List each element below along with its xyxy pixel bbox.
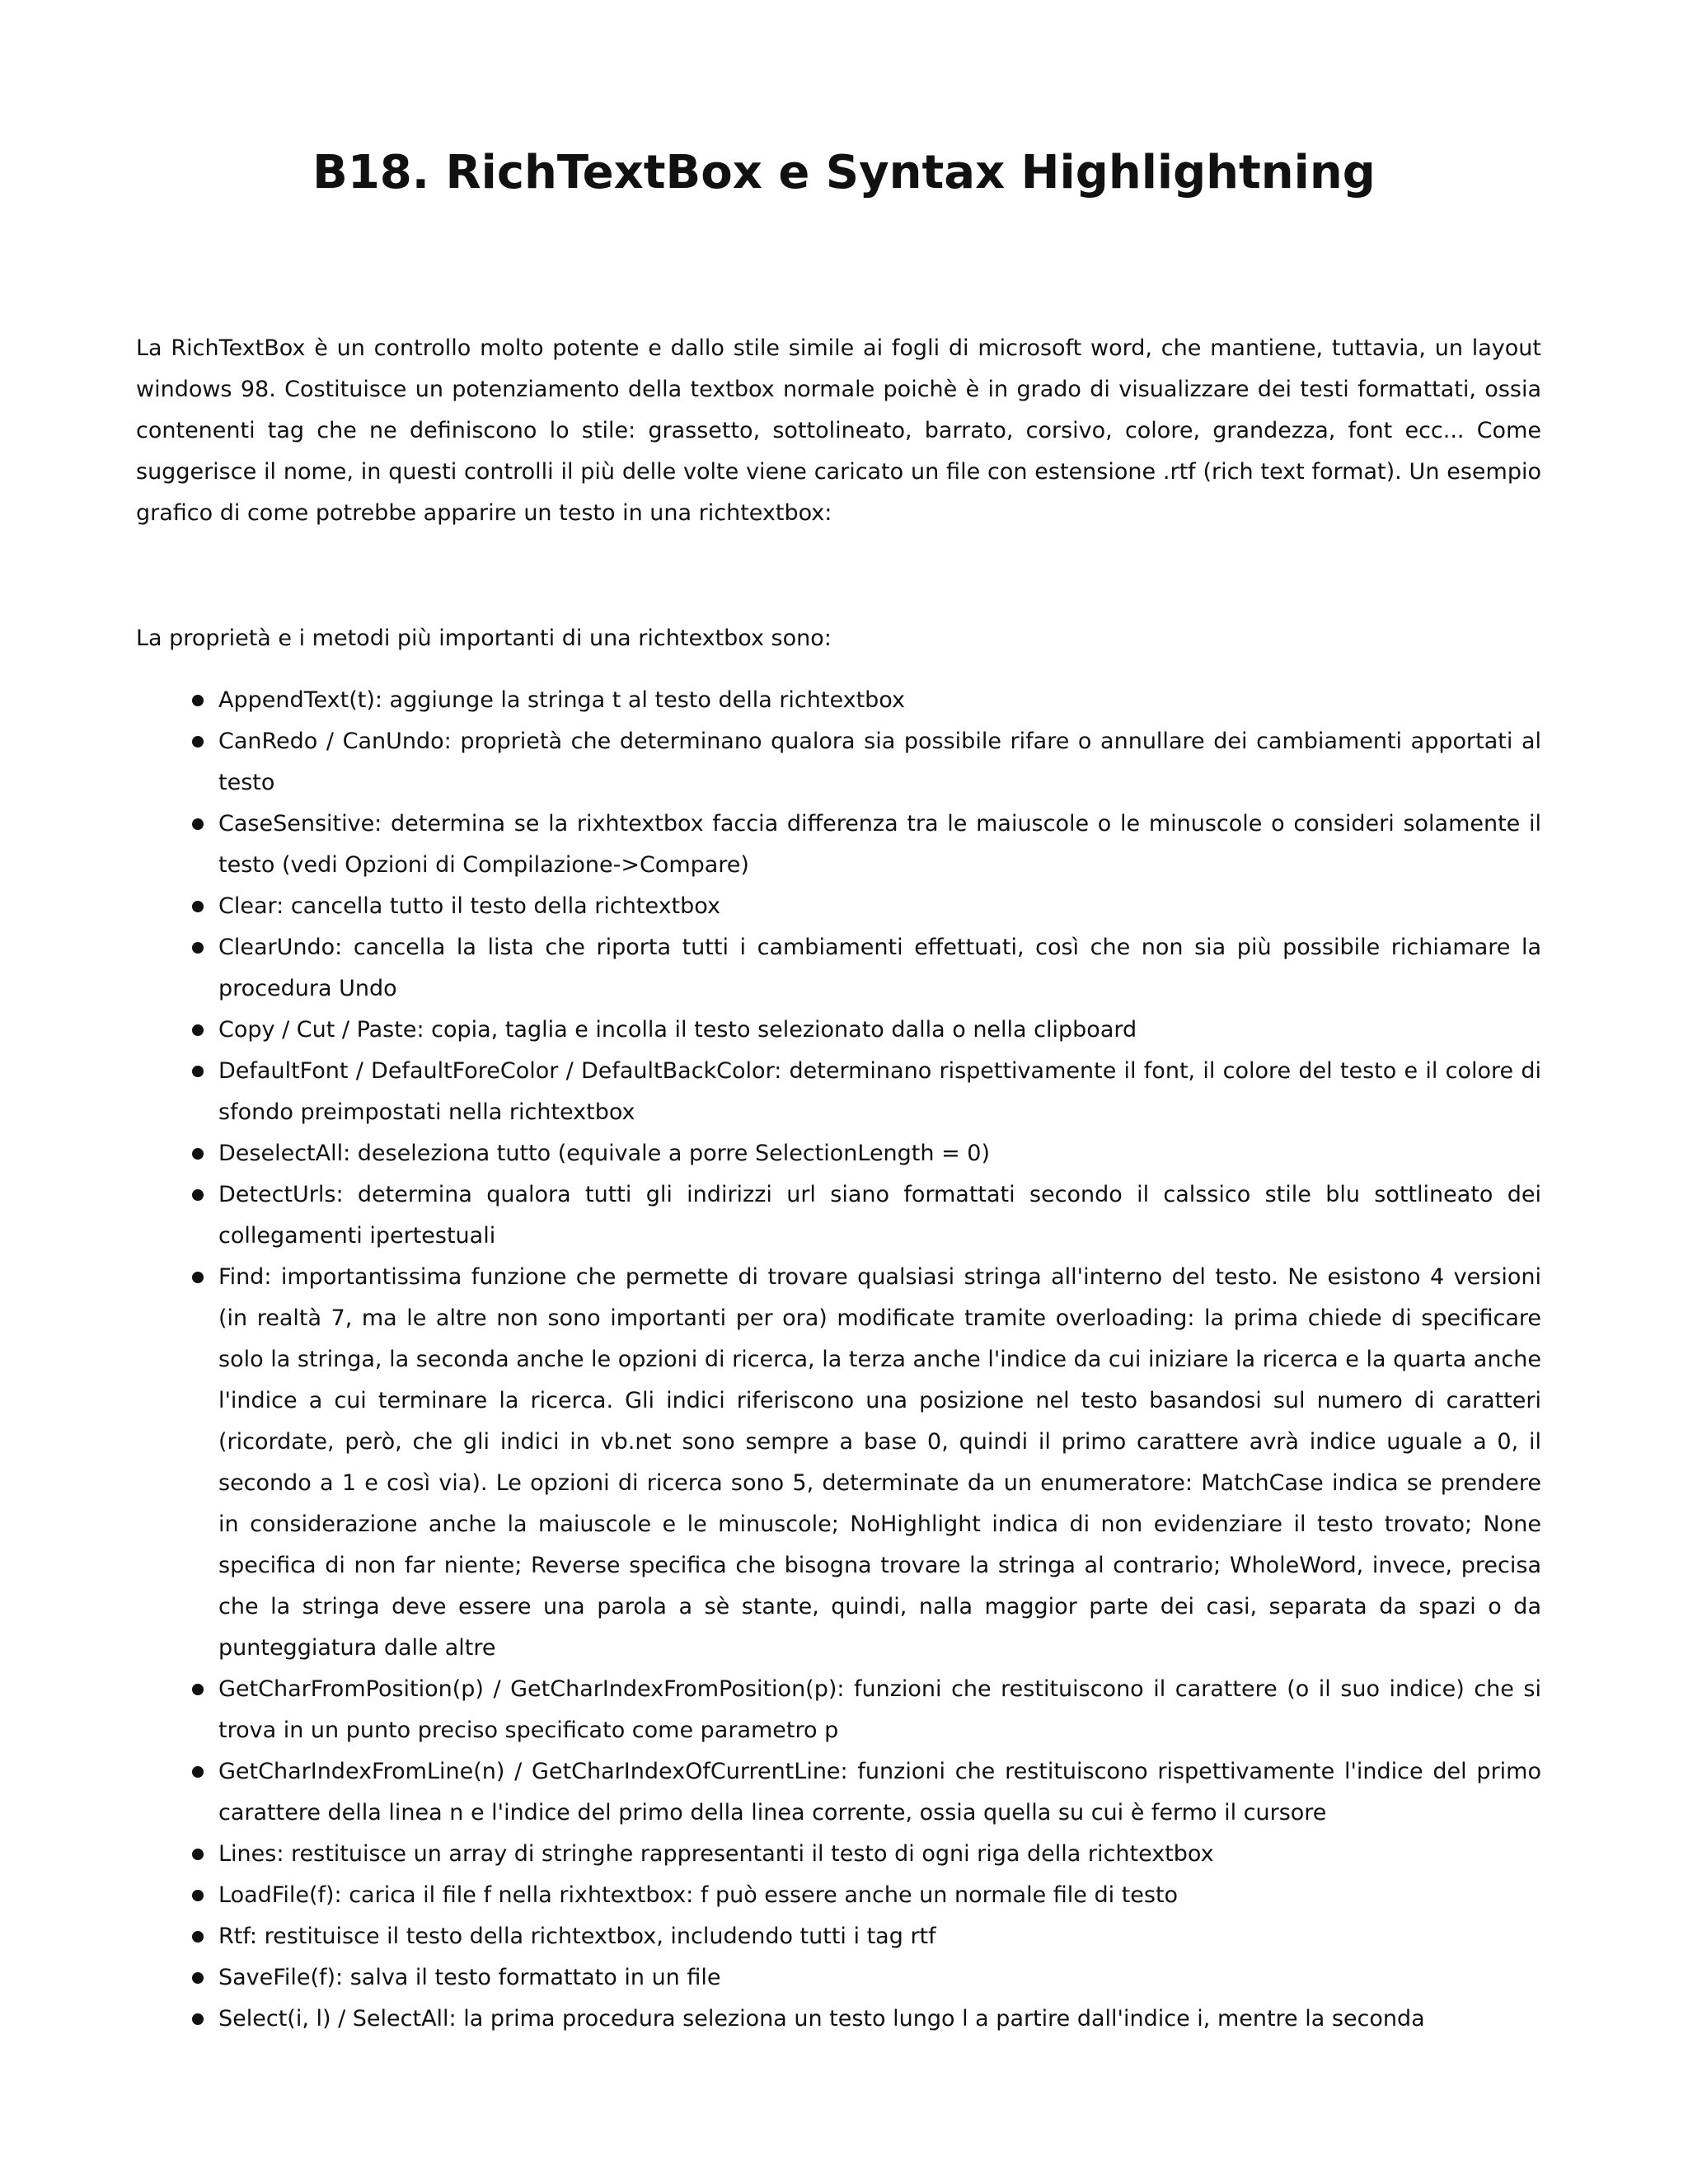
- list-item: [136, 1916, 1541, 1957]
- list-item-text: DefaultFont / DefaultForeColor / DefaultBackColor: determinano rispettivamente il font, il colore del testo e il colore di sfondo preimpostati nella richtextbox: [218, 1058, 1541, 1125]
- bullet-icon: [192, 942, 204, 954]
- list-item-text: Rtf: restituisce il testo della richtextbox, includendo tutti i tag rtf: [218, 1924, 936, 1949]
- list-item: [136, 1133, 1541, 1174]
- methods-intro-paragraph: La proprietà e i metodi più importanti di una richtextbox sono:: [136, 626, 832, 651]
- list-item-text: Find: importantissima funzione che permette di trovare qualsiasi stringa all'interno del testo. Ne esistono 4 versioni (in realtà 7, ma le altre non sono importanti per ora) modificate tramite overloading: la prima chiede di specificare solo la stringa, la seconda anche le opzioni di ricerca, la terza anche l'indice da cui iniziare la ricerca e la quarta anche l'indice a cui terminare la ricerca. Gli indici riferiscono una posizione nel testo basandosi sul numero di caratteri (ricordate, però, che gli indici in vb.net sono sempre a base 0, quindi il primo carattere avrà indice uguale a 0, il secondo a 1 e così via). Le opzioni di ricerca sono 5, determinate da un enumeratore: MatchCase indica se prendere in considerazione anche la maiuscole e le minuscole; NoHighlight indica di non evidenziare il testo trovato; None specifica di non far niente; Reverse specifica che bisogna trovare la stringa al contrario; WholeWord, invece, precisa che la stringa deve essere una parola a sè stante, quindi, nalla maggior parte dei casi, separata da spazi o da punteggiatura dalle altre: [218, 1264, 1541, 1661]
- bullet-icon: [192, 1931, 204, 1943]
- list-item: [136, 886, 1541, 927]
- list-item-text: DetectUrls: determina qualora tutti gli indirizzi url siano formattati secondo il calssico stile blu sottlineato dei collegamenti ipertestuali: [218, 1182, 1541, 1249]
- list-item: [136, 721, 1541, 804]
- bullet-icon: [192, 1849, 204, 1860]
- bullet-icon: [192, 1684, 204, 1695]
- list-item-text: CaseSensitive: determina se la rixhtextbox faccia differenza tra le maiuscole o le minuscole o consideri solamente il testo (vedi Opzioni di Compilazione->Compare): [218, 811, 1541, 878]
- bullet-icon: [192, 1272, 204, 1283]
- bullet-icon: [192, 695, 204, 706]
- list-item-text: GetCharIndexFromLine(n) / GetCharIndexOfCurrentLine: funzioni che restituiscono rispettivamente l'indice del primo carattere della linea n e l'indice del primo della linea corrente, ossia quella su cui è fermo il cursore: [218, 1759, 1541, 1825]
- bullet-icon: [192, 2013, 204, 2025]
- list-item-text: AppendText(t): aggiunge la stringa t al testo della richtextbox: [218, 687, 905, 713]
- list-item: [136, 1751, 1541, 1834]
- list-item-text: Select(i, l) / SelectAll: la prima procedura seleziona un testo lungo l a partire dall'indice i, mentre la seconda: [218, 2006, 1425, 2032]
- list-item-text: CanRedo / CanUndo: proprietà che determinano qualora sia possibile rifare o annullare dei cambiamenti apportati al testo: [218, 729, 1541, 795]
- bullet-icon: [192, 736, 204, 748]
- list-item: [136, 1257, 1541, 1669]
- page-title: B18. RichTextBox e Syntax Highlightning: [312, 146, 1376, 199]
- list-item-text: LoadFile(f): carica il file f nella rixhtextbox: f può essere anche un normale file di testo: [218, 1882, 1179, 1908]
- list-item: [136, 804, 1541, 886]
- list-item-text: Clear: cancella tutto il testo della richtextbox: [218, 893, 720, 919]
- list-item: [136, 1051, 1541, 1133]
- list-item: [136, 1174, 1541, 1257]
- list-item: [136, 680, 1541, 721]
- bullet-icon: [192, 1972, 204, 1984]
- bullet-icon: [192, 1766, 204, 1778]
- list-item-text: ClearUndo: cancella la lista che riporta tutti i cambiamenti effettuati, così che non sia più possibile richiamare la procedura Undo: [218, 935, 1541, 1001]
- bullet-icon: [192, 818, 204, 830]
- list-item: [136, 1957, 1541, 1999]
- bullet-icon: [192, 1890, 204, 1901]
- list-item: [136, 1834, 1541, 1875]
- bullet-icon: [192, 1189, 204, 1201]
- list-item: [136, 1875, 1541, 1916]
- list-item: [136, 927, 1541, 1010]
- bullet-icon: [192, 1024, 204, 1036]
- list-item: [136, 1010, 1541, 1051]
- list-item-text: SaveFile(f): salva il testo formattato in un file: [218, 1965, 721, 1990]
- list-item-text: Copy / Cut / Paste: copia, taglia e incolla il testo selezionato dalla o nella clipboard: [218, 1017, 1137, 1043]
- methods-list: [136, 680, 1541, 2040]
- list-item: [136, 1999, 1541, 2040]
- list-item-text: DeselectAll: deseleziona tutto (equivale a porre SelectionLength = 0): [218, 1141, 991, 1166]
- list-item-text: Lines: restituisce un array di stringhe rappresentanti il testo di ogni riga della richtextbox: [218, 1841, 1214, 1867]
- bullet-icon: [192, 901, 204, 912]
- intro-paragraph: La RichTextBox è un controllo molto potente e dallo stile simile ai fogli di microsoft word, che mantiene, tuttavia, un layout windows 98. Costituisce un potenziamento della textbox normale poichè è in grado di visualizzare dei testi formattati, ossia contenenti tag che ne definiscono lo stile: grassetto, sottolineato, barrato, corsivo, colore, grandezza, font ecc... Come suggerisce il nome, in questi controlli il più delle volte viene caricato un file con estensione .rtf (rich text format). Un esempio grafico di come potrebbe apparire un testo in una richtextbox:: [136, 335, 1541, 526]
- bullet-icon: [192, 1148, 204, 1160]
- bullet-icon: [192, 1066, 204, 1077]
- list-item: [136, 1669, 1541, 1751]
- list-item-text: GetCharFromPosition(p) / GetCharIndexFromPosition(p): funzioni che restituiscono il carattere (o il suo indice) che si trova in un punto preciso specificato come parametro p: [218, 1676, 1541, 1743]
